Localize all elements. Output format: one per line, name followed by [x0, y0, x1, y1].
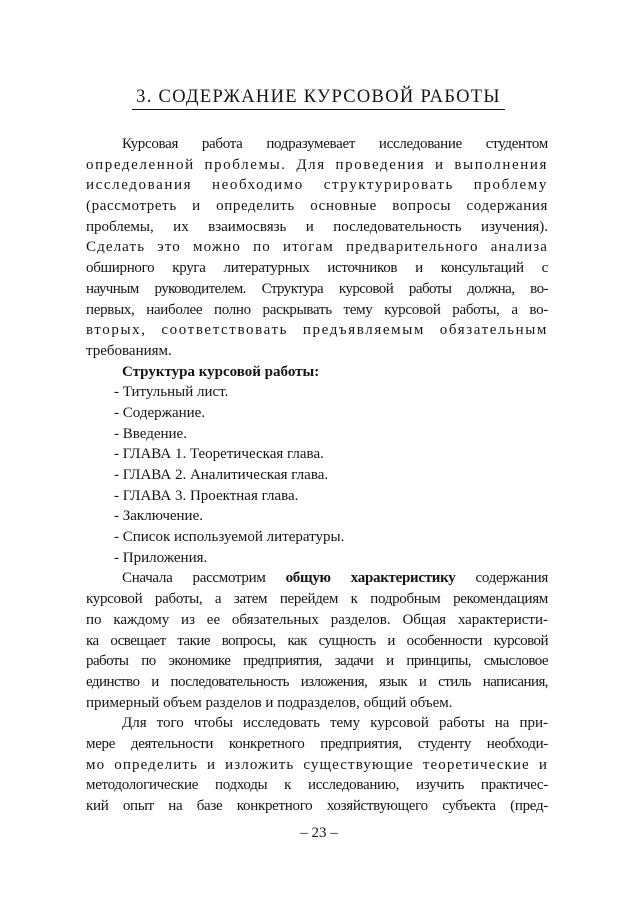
structure-list-item: - ГЛАВА 3. Проектная глава. — [114, 487, 299, 504]
structure-section — [86, 362, 548, 569]
text-line: Сделать это можно по итогам предварительного анализа — [86, 239, 548, 256]
structure-list-item: - Заключение. — [114, 508, 203, 525]
text-line: (рассмотреть и определить основные вопросы содержания — [86, 198, 548, 215]
text-line: определенной проблемы. Для проведения и выполнения — [86, 156, 548, 173]
structure-title: Структура курсовой работы: — [122, 363, 320, 380]
structure-list-item: - Приложения. — [114, 549, 208, 566]
text-line — [86, 568, 548, 589]
structure-list-item: - ГЛАВА 2. Аналитическая глава. — [114, 467, 329, 483]
text-fragment: Сначала рассмотрим — [122, 570, 266, 587]
paragraph-characteristics — [86, 568, 548, 713]
text-line: кий опыт на базе конкретного хозяйствующего субъекта (пред- — [86, 798, 548, 814]
text-line: первых, наиболее полно раскрывать тему курсовой работы, а во- — [86, 301, 548, 318]
text-line: исследования необходимо структурировать проблему — [86, 177, 548, 194]
text-fragment: содержания — [475, 570, 549, 587]
text-line: мо определить и изложить существующие теоретические и — [86, 756, 548, 773]
text-line: Для того чтобы исследовать тему курсовой работы на при- — [122, 715, 548, 732]
text-line: научным руководителем. Структура курсовой работы должна, во- — [86, 280, 548, 297]
text-line: методологические подходы к исследованию, изучить практичес- — [86, 777, 548, 794]
paragraph-intro — [86, 134, 548, 362]
text-line: работы по экономике предприятия, задачи и принципы, смысловое — [86, 653, 548, 670]
text-line: Курсовая работа подразумевает исследование студентом — [122, 136, 548, 152]
text-line: вторых, соответствовать предъявляемым обязательным — [86, 322, 548, 339]
text-line: проблемы, их взаимосвязь и последовательность изучения). — [86, 218, 548, 235]
structure-list-item: - Титульный лист. — [114, 384, 229, 401]
text-line: примерный объем разделов и подразделов, общий объем. — [86, 694, 453, 711]
structure-list-item: - Содержание. — [114, 404, 206, 421]
text-line: мере деятельности конкретного предприятия, студенту необходи- — [86, 735, 548, 752]
body-text — [86, 134, 548, 817]
text-line: требованиям. — [86, 342, 172, 359]
structure-list-item: - ГЛАВА 1. Теоретическая глава. — [114, 446, 324, 463]
paragraph-research — [86, 713, 548, 816]
text-line: обширного круга литературных источников и консультаций с — [86, 260, 548, 277]
structure-list-item: - Список используемой литературы. — [114, 529, 345, 546]
structure-list-item: - Введение. — [114, 425, 187, 442]
text-line: единство и последовательность изложения, язык и стиль написания, — [86, 673, 548, 690]
emphasized-term: общую характеристику — [285, 570, 456, 587]
text-line: курсовой работы, а затем перейдем к подробным рекомендациям — [86, 591, 548, 608]
page-number: – 23 – — [300, 825, 338, 841]
text-line: по каждому из ее обязательных разделов. Общая характеристи- — [86, 611, 548, 628]
section-heading: 3. СОДЕРЖАНИЕ КУРСОВОЙ РАБОТЫ — [132, 86, 505, 110]
text-line: ка освещает такие вопросы, как сущность и особенности курсовой — [86, 632, 548, 649]
